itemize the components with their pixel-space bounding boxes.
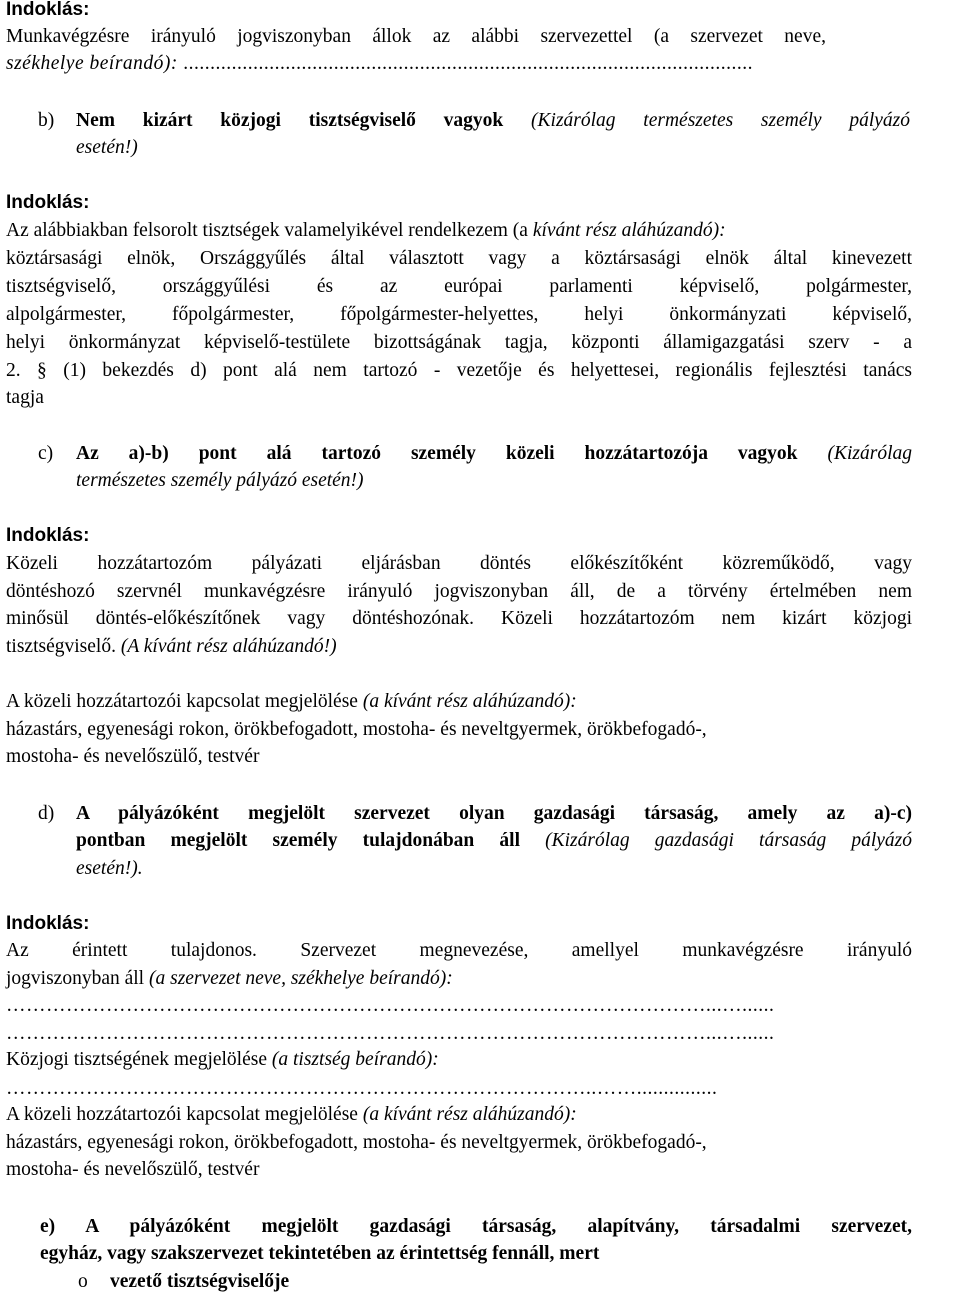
paragraph-line: alpolgármester, főpolgármester, főpolgármester-helyettes, helyi önkormányzati képviselő,	[6, 304, 912, 325]
item-b-note: (Kizárólag természetes személy pályázó	[503, 110, 910, 131]
heading-indoklas-3: Indoklás:	[6, 525, 90, 546]
item-b-note-cont: esetén!)	[76, 137, 138, 158]
fill-in-dots: ..........................................................................................................	[177, 53, 754, 74]
paragraph-line: minősül döntés-előkészítőnek vagy döntéshozónak. Közeli hozzátartozóm nem kizárt közjogi	[6, 608, 912, 629]
paragraph-line: helyi önkormányzat képviselő-testülete bizottságának tagja, központi államigazgatási szerv - a	[6, 332, 912, 353]
paragraph-text-italic: kívánt rész aláhúzandó):	[532, 220, 726, 241]
sub-item-text: vezető tisztségviselője	[110, 1271, 290, 1292]
paragraph-line: döntéshozó szervnél munkavégzésre irányuló jogviszonyban áll, de a törvény értelmében nem	[6, 581, 912, 602]
paragraph-line: házastárs, egyenesági rokon, örökbefogadott, mostoha- és neveltgyermek, örökbefogadó-,	[6, 1132, 707, 1153]
item-e-title-cont: egyház, vagy szakszervezet tekintetében az érintettség fennáll, mert	[40, 1243, 600, 1264]
item-b-marker: b)	[38, 110, 55, 131]
paragraph-text-italic: (A kívánt rész aláhúzandó!)	[120, 636, 337, 657]
bullet-marker: o	[78, 1271, 88, 1292]
paragraph-line: köztársasági elnök, Országgyűlés által választott vagy a köztársasági elnök által kinevezett	[6, 248, 912, 269]
paragraph-text: Közjogi tisztségének megjelölése	[6, 1049, 272, 1070]
paragraph-line: házastárs, egyenesági rokon, örökbefogadott, mostoha- és neveltgyermek, örökbefogadó-,	[6, 719, 707, 740]
paragraph-text: A közeli hozzátartozói kapcsolat megjelölése	[6, 691, 363, 712]
paragraph-text-italic: (a kívánt rész aláhúzandó):	[362, 1104, 577, 1125]
item-d-note-cont: esetén!).	[76, 858, 143, 879]
paragraph-line: tagja	[6, 387, 44, 408]
item-c-marker: c)	[38, 443, 54, 464]
paragraph-text: tisztségviselő.	[6, 636, 121, 657]
item-c-title: Az a)-b) pont alá tartozó személy közeli hozzátartozója vagyok	[76, 443, 798, 464]
paragraph-line: Munkavégzésre irányuló jogviszonyban állok az alábbi szervezettel (a szervezet neve,	[6, 26, 826, 47]
paragraph-text-italic: (a kívánt rész aláhúzandó):	[362, 691, 577, 712]
item-b-title: Nem kizárt közjogi tisztségviselő vagyok	[76, 110, 504, 131]
heading-indoklas-4: Indoklás:	[6, 913, 90, 934]
paragraph-line: 2. § (1) bekezdés d) pont alá nem tartozó - vezetője és helyettesei, regionális fejlesztési tanács	[6, 360, 912, 381]
item-d-marker: d)	[38, 803, 55, 824]
paragraph-text-italic: (a tisztség beírandó):	[271, 1049, 439, 1070]
item-d-title: A pályázóként megjelölt szervezet olyan gazdasági társaság, amely az a)-c)	[76, 803, 912, 824]
paragraph-text: Az alábbiakban felsorolt tisztségek valamelyikével rendelkezem (a	[6, 220, 533, 241]
paragraph-text: A közeli hozzátartozói kapcsolat megjelölése	[6, 1104, 363, 1125]
paragraph-text: jogviszonyban áll	[6, 968, 149, 989]
item-d-note: (Kizárólag gazdasági társaság pályázó	[520, 830, 913, 851]
item-c-note: (Kizárólag	[797, 443, 912, 464]
paragraph-text-italic: (a szervezet neve, székhelye beírandó):	[148, 968, 453, 989]
heading-indoklas-2: Indoklás:	[6, 192, 90, 213]
paragraph-line: mostoha- és nevelőszülő, testvér	[6, 746, 260, 767]
item-e-title: e) A pályázóként megjelölt gazdasági társaság, alapítvány, társadalmi szervezet,	[40, 1216, 912, 1237]
paragraph-text-italic: székhelye beírandó):	[6, 53, 178, 74]
fill-in-dots: ……………………………………………………………………………..……...............	[6, 1078, 718, 1099]
paragraph-line: mostoha- és nevelőszülő, testvér	[6, 1159, 260, 1180]
paragraph-line: tisztségviselő, országgyűlési és az európai parlamenti képviselő, polgármester,	[6, 276, 912, 297]
fill-in-dots: ……………………………………………………………………………………………...…......	[6, 995, 775, 1016]
item-d-title-cont: pontban megjelölt személy tulajdonában áll	[76, 830, 520, 851]
heading-indoklas-1: Indoklás:	[6, 0, 90, 20]
paragraph-line: Közeli hozzátartozóm pályázati eljárásban döntés előkészítőként közreműködő, vagy	[6, 553, 912, 574]
fill-in-dots: ……………………………………………………………………………………………...…......	[6, 1023, 775, 1044]
item-c-note-cont: természetes személy pályázó esetén!)	[76, 470, 364, 491]
paragraph-line: Az érintett tulajdonos. Szervezet megnevezése, amellyel munkavégzésre irányuló	[6, 940, 912, 961]
